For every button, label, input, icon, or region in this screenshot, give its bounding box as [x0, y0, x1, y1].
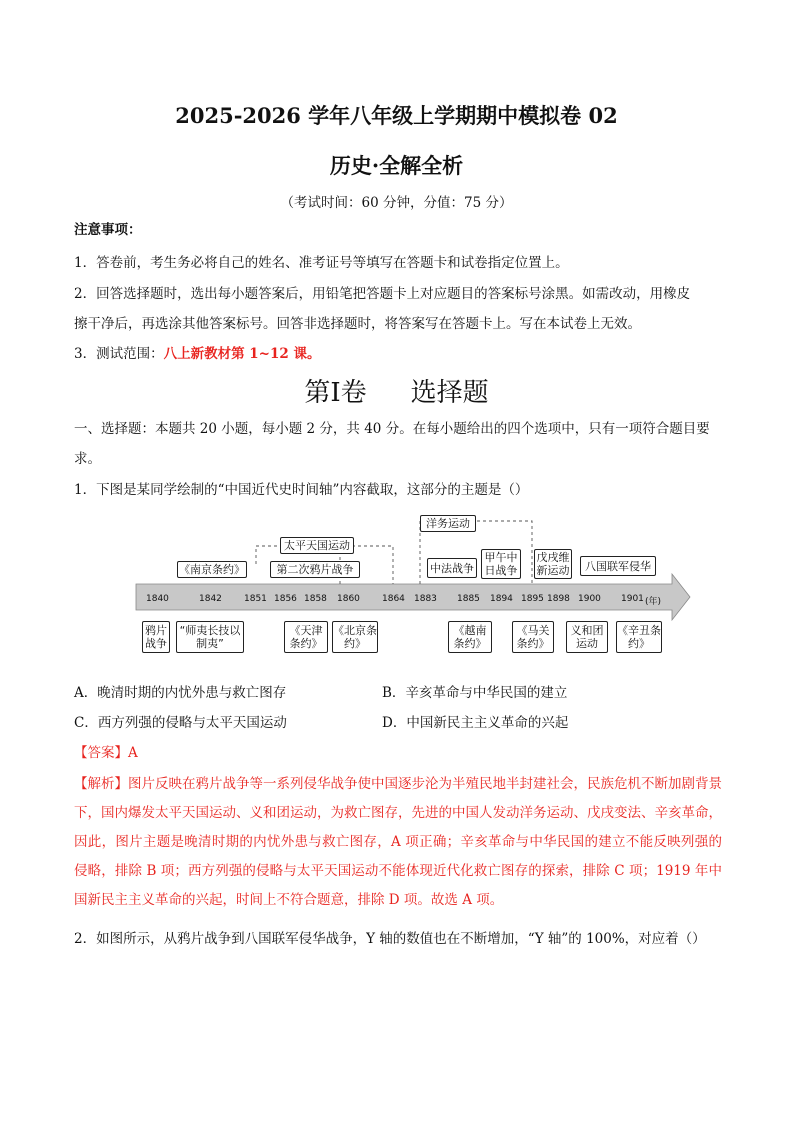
- year-label: 1856: [274, 594, 297, 604]
- year-label: 1901: [621, 594, 644, 604]
- year-label: 1883: [414, 594, 437, 604]
- year-label: 1858: [304, 594, 327, 604]
- analysis-paragraph: [74, 770, 722, 915]
- event-shimonoseki-treaty: 《马关条约》: [512, 621, 554, 653]
- year-label: 1842: [199, 594, 222, 604]
- answer-label: 【答案】: [74, 745, 128, 761]
- year-label: 1840: [146, 594, 169, 604]
- year-label: 1900: [578, 594, 601, 604]
- year-label: 1851: [244, 594, 267, 604]
- test-scope: 八上新教材第 1~12 课。: [163, 346, 321, 362]
- question-1-stem: 1．下图是某同学绘制的“中国近代史时间轴”内容截取，这部分的主题是（）: [74, 482, 529, 498]
- event-eight-nation-invasion: 八国联军侵华: [580, 556, 656, 576]
- event-second-opium-war: 第二次鸦片战争: [270, 561, 360, 578]
- analysis-label: 【解析】: [74, 776, 128, 792]
- event-learn-from-west: “师夷长技以制夷”: [176, 621, 244, 653]
- year-label: 1898: [547, 594, 570, 604]
- year-label: 1885: [457, 594, 480, 604]
- history-timeline-figure: [124, 506, 694, 666]
- option-d[interactable]: D．中国新民主主义革命的兴起: [382, 715, 569, 731]
- event-yangwu-movement: 洋务运动: [420, 515, 476, 532]
- instructions-line-1: 一、选择题：本题共 20 小题，每小题 2 分，共 40 分。在每小题给出的四个选项中，只有一项符合题目要: [74, 421, 710, 437]
- option-b[interactable]: B．辛亥革命与中华民国的建立: [382, 685, 568, 701]
- answer-line: [74, 739, 722, 768]
- year-unit: (年): [645, 597, 662, 607]
- notice-item-3-prefix: 3．测试范围：: [74, 346, 164, 362]
- year-label: 1860: [337, 594, 360, 604]
- event-sino-japanese-war: 甲午中日战争: [481, 549, 521, 579]
- question-2-stem: 2．如图所示，从鸦片战争到八国联军侵华战争，Y 轴的数值也在不断增加，“Y 轴”的 100%，对应着（）: [74, 931, 706, 947]
- section-part: 第I卷: [304, 378, 367, 408]
- year-label: 1894: [490, 594, 513, 604]
- section-name: 选择题: [410, 378, 489, 408]
- notice-item-2-line-1: 2．回答选择题时，选出每小题答案后，用铅笔把答题卡上对应题目的答案标号涂黑。如需改动，用橡皮: [74, 286, 691, 302]
- event-boxer-movement: 义和团运动: [566, 621, 608, 653]
- document-subtitle: 历史·全解全析: [329, 153, 464, 178]
- notice-item-1: 1．答卷前，考生务必将自己的姓名、准考证号等填写在答题卡和试卷指定位置上。: [74, 255, 569, 271]
- event-hundred-days-reform: 戊戌维新运动: [534, 549, 572, 579]
- notice-item-2-line-2: 擦干净后，再选涂其他答案标号。回答非选择题时，将答案写在答题卡上。写在本试卷上无效。: [74, 316, 641, 332]
- option-a[interactable]: A．晚清时期的内忧外患与救亡图存: [74, 685, 287, 701]
- year-label: 1895: [521, 594, 544, 604]
- event-opium-war: 鸦片战争: [142, 621, 170, 653]
- notice-item-3: [74, 340, 722, 369]
- event-tianjin-treaty: 《天津条约》: [284, 621, 328, 653]
- exam-info: （考试时间：60 分钟，分值：75 分）: [280, 195, 513, 211]
- notice-heading: 注意事项：: [74, 222, 142, 238]
- answer-value: A: [128, 745, 138, 761]
- event-boxer-protocol: 《辛丑条约》: [616, 621, 662, 653]
- event-beijing-treaty: 《北京条约》: [332, 621, 378, 653]
- document-title: 2025-2026 学年八年级上学期期中模拟卷 02: [175, 103, 618, 128]
- event-sino-french-war: 中法战争: [427, 558, 477, 578]
- year-label: 1864: [382, 594, 405, 604]
- event-vietnam-treaty: 《越南条约》: [448, 621, 492, 653]
- option-c[interactable]: C．西方列强的侵略与太平天国运动: [74, 715, 287, 731]
- event-taiping-movement: 太平天国运动: [280, 537, 354, 554]
- section-heading: [0, 372, 793, 409]
- analysis-text: 图片反映在鸦片战争等一系列侵华战争使中国逐步沦为半殖民地半封建社会，民族危机不断加剧背景下，国内爆发太平天国运动、义和团运动，为救亡图存，先进的中国人发动洋务运动、戊戌变法、辛亥革命，因此，图片主题是晚清时期的内忧外患与救亡图存，A 项正确；辛亥革命与中华民国的建立不能反映列强的侵略，排除 B 项；西方列强的侵略与太平天国运动不能体现近代化救亡图存的探索，排除 C 项；1919 年中国新民主主义革命的兴起，时间上不符合题意，排除 D 项。故选 A 项。: [74, 776, 722, 908]
- event-nanjing-treaty: 《南京条约》: [179, 563, 245, 576]
- instructions-line-2: 求。: [74, 451, 101, 467]
